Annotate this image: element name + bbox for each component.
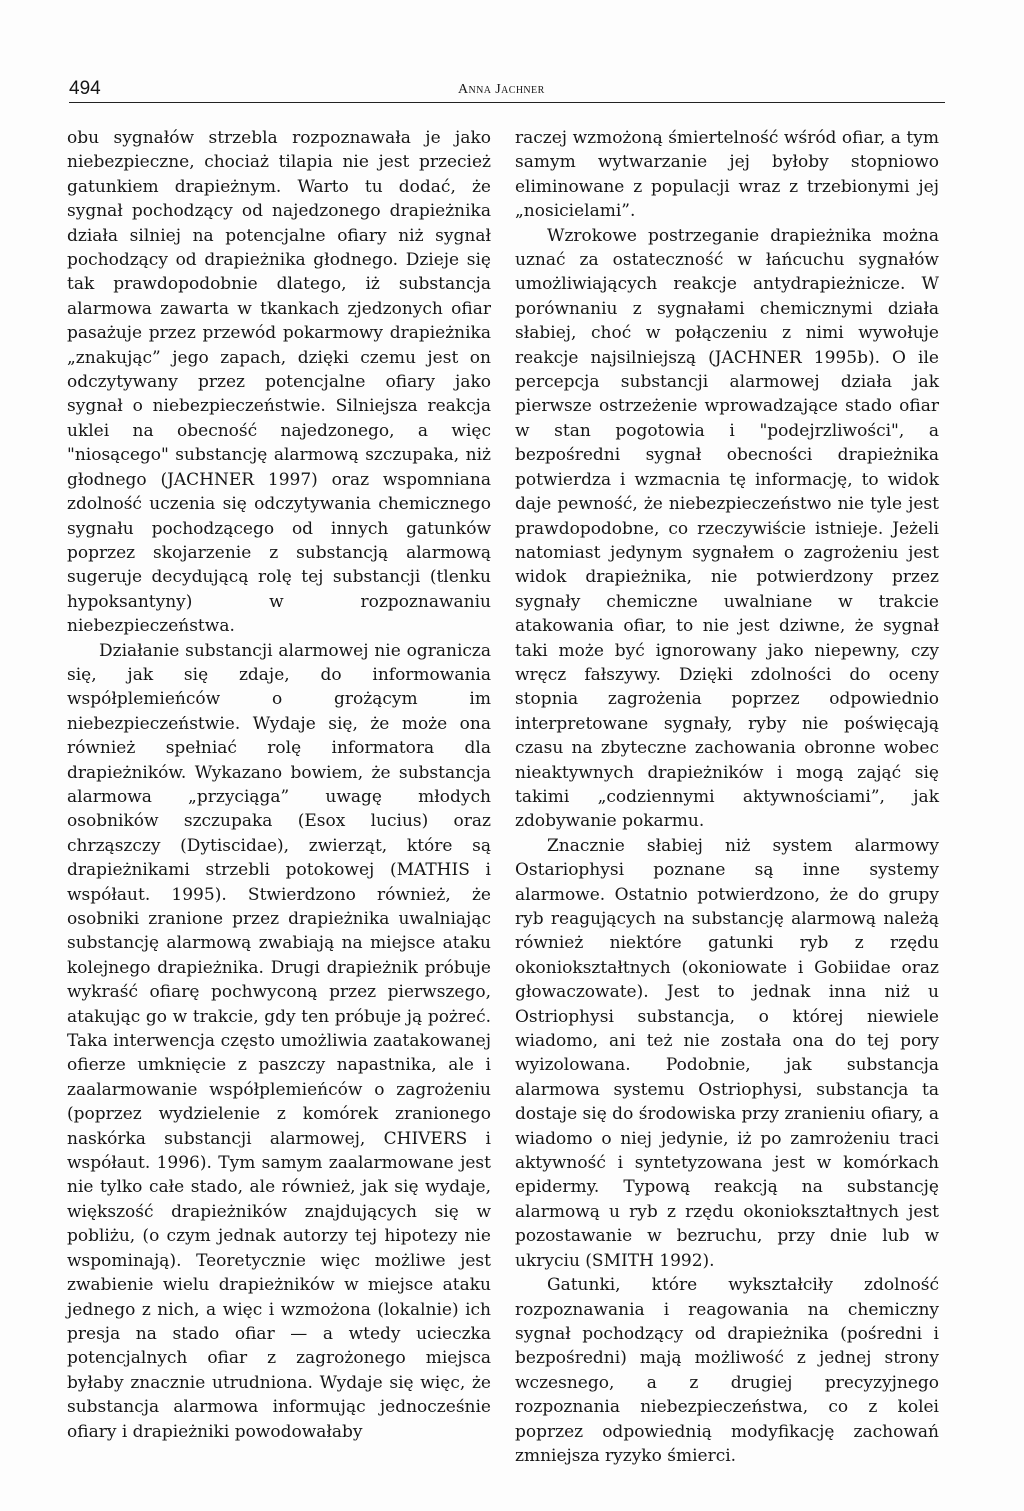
paragraph: Znacznie słabiej niż system alarmowy Ostariophysi poznane są inne systemy alarmowe. Ostatnio potwierdzono, że do grupy ryb reagujących na substancję alarmową należą również niektóre gatunki ryb z rzędu okoniokształtnych (okoniowate i Gobiidae oraz głowaczowate). Jest to jednak inna niż u Ostriophysi substancja, o której niewiele wiadomo, ani też nie została ona do tej pory wyizolowana. Podobnie, jak substancja alarmowa systemu Ostriophysi, substancja ta dostaje się do środowiska przy zranieniu ofiary, a wiadomo o niej jedynie, iż po zamrożeniu traci aktywność i syntetyzowana jest w komórkach epidermy. Typową reakcją na substancję alarmową u ryb z rzędu okoniokształtnych jest pozostawanie w bezruchu, przy dnie lub w ukryciu (SMITH 1992). bbox=[515, 835, 939, 1271]
running-header bbox=[69, 78, 945, 103]
paragraph: obu sygnałów strzebla rozpoznawała je jako niebezpieczne, chociaż tilapia nie jest przecież gatunkiem drapieżnym. Warto tu dodać, że sygnał pochodzący od najedzonego drapieżnika działa silniej na potencjalne ofiary niż sygnał pochodzący od drapieżnika głodnego. Dzieje się tak prawdopodobnie dlatego, iż substancja alarmowa zawarta w tkankach zjedzonych ofiar pasażuje przez przewód pokarmowy drapieżnika „znakując” jego zapach, dzięki czemu jest on odczytywany przez potencjalne ofiary jako sygnał o niebezpieczeństwie. Silniejsza reakcja uklei na obecność najedzonego, a więc "niosącego" substancję alarmową szczupaka, niż głodnego (JACHNER 1997) oraz wspomniana zdolność uczenia się odczytywania chemicznego sygnału pochodzącego od innych gatunków poprzez skojarzenie z substancją alarmową sugeruje decydującą rolę tej substancji (tlenku hypoksantyny) w rozpoznawaniu niebezpieczeństwa. bbox=[67, 128, 491, 637]
left-column bbox=[67, 126, 491, 1444]
right-column bbox=[515, 126, 939, 1468]
paragraph: Wzrokowe postrzeganie drapieżnika można uznać za ostateczność w łańcuchu sygnałów umożliwiających reakcje antydrapieżnicze. W porównaniu z sygnałami chemicznymi działa słabiej, choć w połączeniu z nimi wywołuje reakcje najsilniejszą (JACHNER 1995b). O ile percepcja substancji alarmowej działa jak pierwsze ostrzeżenie wprowadzające stado ofiar w stan pogotowia i "podejrzliwości", a bezpośredni sygnał obecności drapieżnika potwierdza i wzmacnia tę informację, to widok daje pewność, że niebezpieczeństwo nie tyle jest prawdopodobne, co rzeczywiście istnieje. Jeżeli natomiast jedynym sygnałem o zagrożeniu jest widok drapieżnika, nie potwierdzony przez sygnały chemiczne uwalniane w trakcie atakowania ofiar, to nie jest dziwne, że sygnał taki może być ignorowany jako niepewny, czy wręcz fałszywy. Dzięki zdolności do oceny stopnia zagrożenia poprzez odpowiednio interpretowane sygnały, ryby nie poświęcają czasu na zbyteczne zachowania obronne wobec nieaktywnych drapieżników i mogą zająć się takimi „codziennymi aktywnościami”, jak zdobywanie pokarmu. bbox=[515, 225, 939, 832]
paragraph: Działanie substancji alarmowej nie ogranicza się, jak się zdaje, do informowania współplemieńców o grożącym im niebezpieczeństwie. Wydaje się, że może ona również spełniać rolę informatora dla drapieżników. Wykazano bowiem, że substancja alarmowa „przyciąga” uwagę młodych osobników szczupaka (Esox lucius) oraz chrząszczy (Dytiscidae), zwierząt, które są drapieżnikami strzebli potokowej (MATHIS i współaut. 1995). Stwierdzono również, że osobniki zranione przez drapieżnika uwalniając substancję alarmową zwabiają na miejsce ataku kolejnego drapieżnika. Drugi drapieżnik próbuje wykraść ofiarę pochwyconą przez pierwszego, atakując go w trakcie, gdy ten próbuje ją pożreć. Taka interwencja często umożliwia zaatakowanej ofierze umknięcie z paszczy napastnika, ale i zaalarmowanie współplemieńców o zagrożeniu (poprzez wydzielenie z komórek zranionego naskórka substancji alarmowej, CHIVERS i współaut. 1996). Tym samym zaalarmowane jest nie tylko całe stado, ale również, jak się wydaje, większość drapieżników znajdujących się w pobliżu, (o czym jednak autorzy tej hipotezy nie wspominają). Teoretycznie więc możliwe jest zwabienie wielu drapieżników w miejsce ataku jednego z nich, a więc i wzmożona (lokalnie) ich presja na stado ofiar — a wtedy ucieczka potencjalnych ofiar z zagrożonego miejsca byłaby znacznie utrudniona. Wydaje się więc, że substancja alarmowa informując jednocześnie ofiary i drapieżniki powodowałaby bbox=[67, 640, 491, 1442]
running-head-author: Anna Jachner bbox=[458, 82, 545, 97]
paragraph: raczej wzmożoną śmiertelność wśród ofiar, a tym samym wytwarzanie jej byłoby stopniowo eliminowane z populacji wraz z trzebionymi jej „nosicielami”. bbox=[515, 128, 939, 222]
page-number: 494 bbox=[69, 78, 101, 99]
paragraph: Gatunki, które wykształciły zdolność rozpoznawania i reagowania na chemiczny sygnał pochodzący od drapieżnika (pośredni i bezpośredni) mają możliwość z jednej strony wczesnego, a z drugiej precyzyjnego rozpoznania niebezpieczeństwa, co z kolei poprzez odpowiednią modyfikację zachowań zmniejsza ryzyko śmierci. bbox=[515, 1275, 939, 1466]
